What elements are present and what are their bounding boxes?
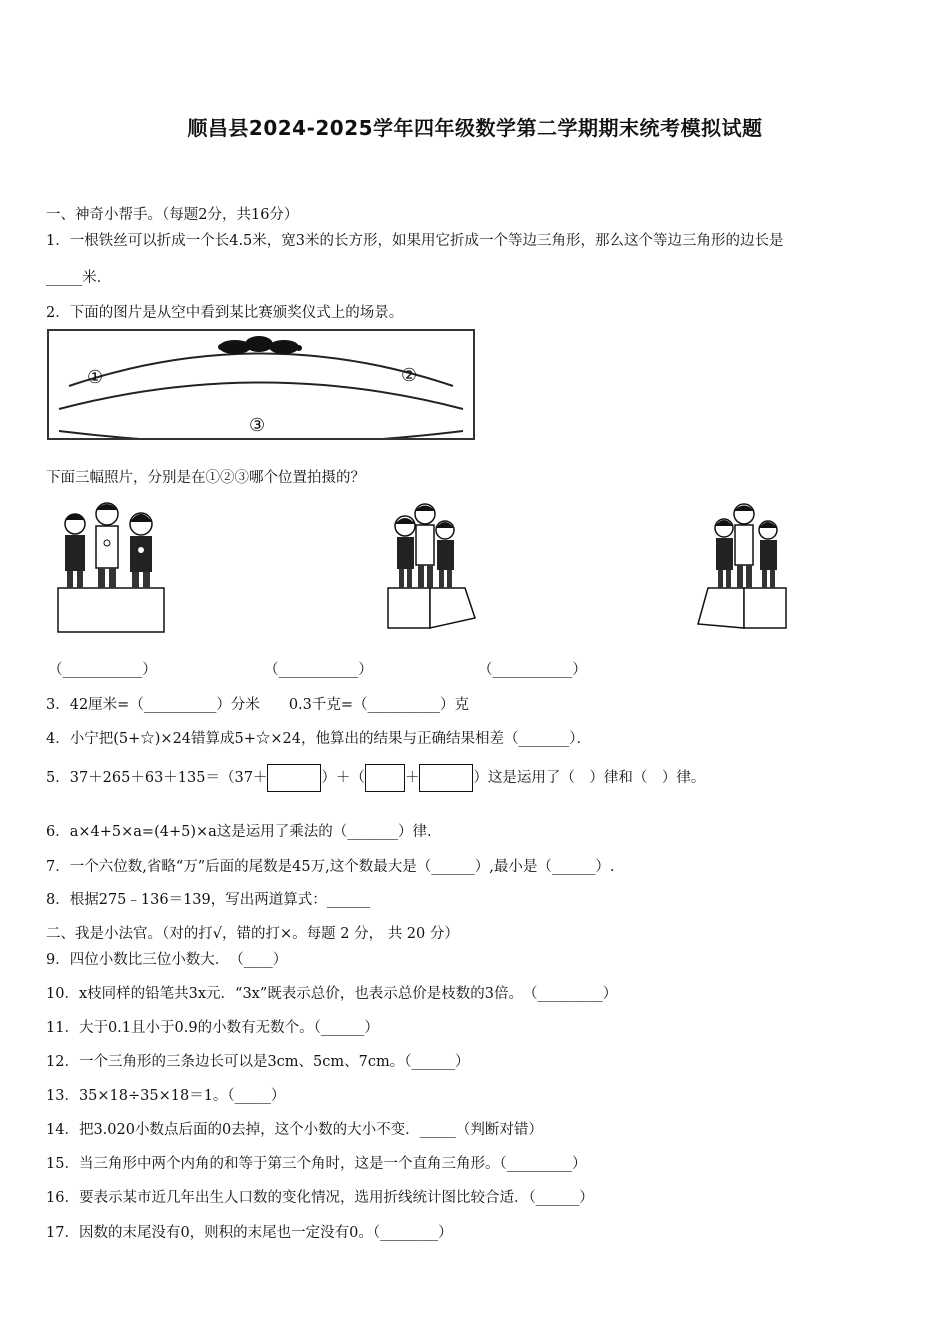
aerial-view-figure <box>47 329 475 440</box>
answer-box-1[interactable] <box>267 764 321 792</box>
answer-box-3[interactable] <box>419 764 473 792</box>
question-17: 17．因数的末尾没有0，则积的末尾也一定没有0。（________） <box>46 1225 453 1241</box>
row-arc-1 <box>69 354 453 387</box>
question-1-line2: _____米． <box>46 270 112 286</box>
answer-blank-1[interactable]: （___________） <box>48 662 157 678</box>
question-14: 14．把3.020小数点后面的0去掉，这个小数的大小不变．_____（判断对错） <box>46 1122 543 1138</box>
person-back <box>734 504 754 588</box>
person-left-side <box>395 516 415 588</box>
question-5-part3: ＋ <box>404 770 420 786</box>
answer-blank-3[interactable]: （___________） <box>478 662 587 678</box>
question-10: 10．x枝同样的铅笔共3x元．“3x”既表示总价，也表示总价是枝数的3倍。 （_________） <box>46 986 618 1002</box>
question-5-part2: ）＋（ <box>321 770 365 786</box>
person-right-side <box>436 521 454 588</box>
section1-header: 一、神奇小帮手。（每题2分，共16分） <box>46 207 299 223</box>
question-2: 2．下面的图片是从空中看到某比赛颁奖仪式上的场景。 <box>46 305 404 321</box>
question-5-part4: ）这是运用了（ ）律和（ ）律。 <box>473 770 706 786</box>
position-label-1: ① <box>87 367 104 388</box>
person-middle <box>96 503 118 588</box>
podium-box <box>58 588 164 632</box>
position-label-2: ② <box>401 365 418 386</box>
podium-block-left <box>698 588 744 628</box>
podium-photo-side-b <box>694 500 790 634</box>
question-6: 6．a×4+5×a=(4+5)×a这是运用了乘法的（_______）律. <box>46 824 432 840</box>
question-12: 12．一个三角形的三条边长可以是3cm、5cm、7cm。（______） <box>46 1054 470 1070</box>
podium-photo-front <box>55 498 167 636</box>
page-title: 顺昌县2024-2025学年四年级数学第二学期期末统考模拟试题 <box>187 116 763 140</box>
question-13: 13．35×18÷35×18＝1。（_____） <box>46 1088 286 1104</box>
question-3: 3．42厘米=（__________）分米 0.3千克=（__________）克 <box>46 697 470 713</box>
person-right-side <box>759 521 777 588</box>
question-1-line1: 1．一根铁丝可以折成一个长4.5米，宽3米的长方形，如果用它折成一个等边三角形，那么这个等边三角形的边长是 <box>46 233 784 249</box>
position-label-3: ③ <box>249 415 266 436</box>
podium-block-right <box>430 588 475 628</box>
person-right <box>130 513 152 588</box>
question-11: 11．大于0.1且小于0.9的小数有无数个。（______） <box>46 1020 379 1036</box>
question-9: 9．四位小数比三位小数大． （____） <box>46 952 288 968</box>
question-15: 15．当三角形中两个内角的和等于第三个角时，这是一个直角三角形。（_________） <box>46 1156 587 1172</box>
podium-block-right <box>744 588 786 628</box>
answer-box-2[interactable] <box>365 764 405 792</box>
question-5 <box>46 758 705 798</box>
people-overhead-icon <box>218 336 302 354</box>
podium-photo-side-a <box>383 500 479 632</box>
podium-block-left <box>388 588 430 628</box>
row-arc-2 <box>59 383 463 410</box>
answer-blank-2[interactable]: （___________） <box>264 662 373 678</box>
section2-header: 二、我是小法官。（对的打√，错的打×。每题 2 分， 共 20 分） <box>46 926 459 942</box>
person-left <box>65 514 85 588</box>
question-4: 4．小宁把(5+☆)×24错算成5+☆×24，他算出的结果与正确结果相差（_______）． <box>46 731 591 747</box>
question-5-part1: 5．37＋265＋63＋135＝（37＋ <box>46 770 268 786</box>
question-8: 8．根据275﹣136＝139，写出两道算式：______ <box>46 892 371 908</box>
question-2-subtext: 下面三幅照片，分别是在①②③哪个位置拍摄的？ <box>46 470 365 486</box>
question-7: 7．一个六位数,省略“万”后面的尾数是45万,这个数最大是（______）,最小是（______）. <box>46 859 615 875</box>
person-back <box>415 504 435 588</box>
question-16: 16．要表示某市近几年出生人口数的变化情况，选用折线统计图比较合适．（______） <box>46 1190 594 1206</box>
person-left-side <box>715 519 733 588</box>
